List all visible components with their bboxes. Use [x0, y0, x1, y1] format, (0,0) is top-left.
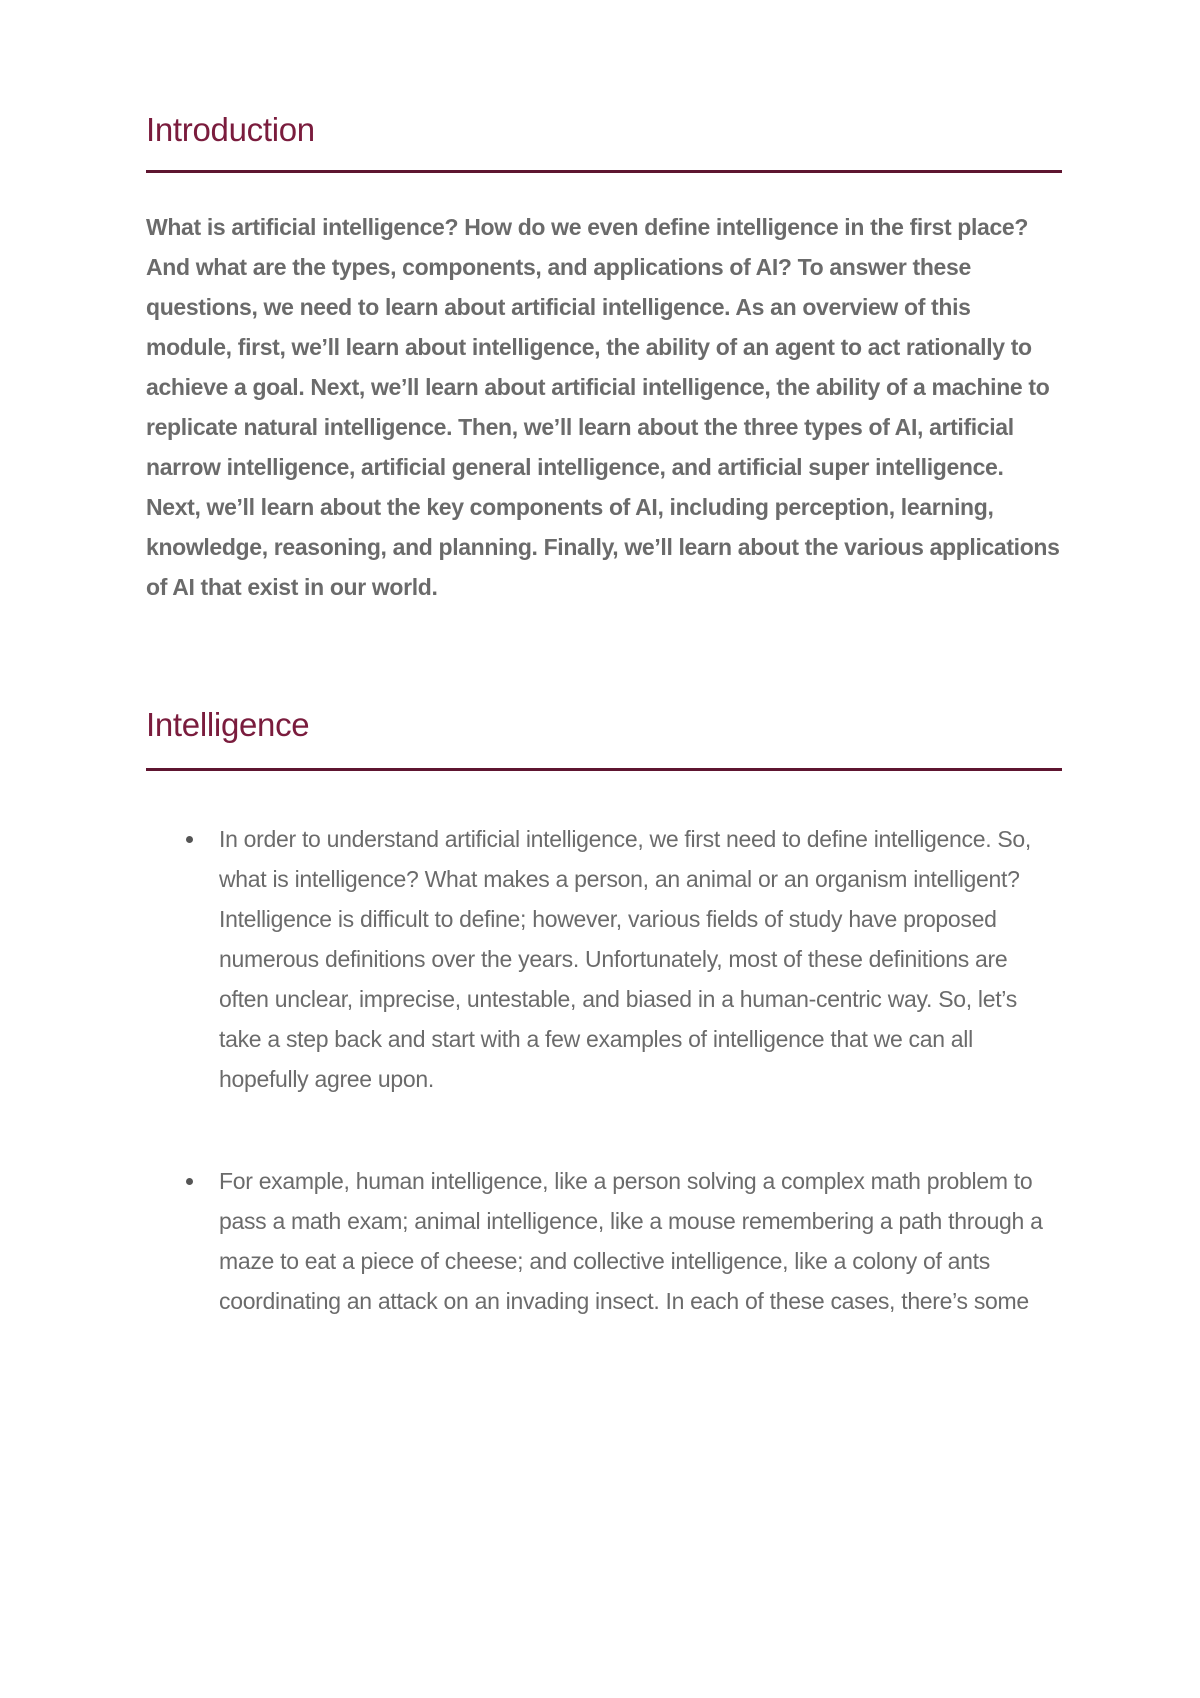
intelligence-divider: [146, 768, 1062, 771]
introduction-heading: Introduction: [146, 111, 315, 148]
bullet-item: [146, 1161, 1062, 1321]
bullet-item: [146, 819, 1062, 1099]
bullet-text: For example, human intelligence, like a person solving a complex math problem to pass a math exam; animal intelligence, like a mouse remembering a path through a maze to eat a piece of cheese; and collective intelligence, like a colony of ants coordinating an attack on an invading insect. In each of these cases, there’s some: [219, 1168, 1043, 1315]
document-page: [146, 110, 1062, 1321]
intelligence-bullet-list: [146, 819, 1062, 1321]
introduction-section: [146, 110, 1062, 607]
intelligence-heading: Intelligence: [146, 705, 310, 743]
bullet-icon: [186, 1178, 193, 1185]
introduction-paragraph: What is artificial intelligence? How do we even define intelligence in the first place? And what are the types, components, and applications of AI? To answer these questions, we need to learn about artificial intelligence. As an overview of this module, first, we’ll learn about intelligence, the ability of an agent to act rationally to achieve a goal. Next, we’ll learn about artificial intelligence, the ability of a machine to replicate natural intelligence. Then, we’ll learn about the three types of AI, artificial narrow intelligence, artificial general intelligence, and artificial super intelligence. Next, we’ll learn about the key components of AI, including perception, learning, knowledge, reasoning, and planning. Finally, we’ll learn about the various applications of AI that exist in our world.: [146, 213, 1060, 600]
bullet-text: In order to understand artificial intelligence, we first need to define intelligence. So, what is intelligence? What makes a person, an animal or an organism intelligent? Intelligence is difficult to define; however, various fields of study have proposed numerous definitions over the years. Unfortunately, most of these definitions are often unclear, imprecise, untestable, and biased in a human-centric way. So, let’s take a step back and start with a few examples of intelligence that we can all hopefully agree upon.: [219, 826, 1032, 1093]
introduction-divider: [146, 170, 1062, 173]
intelligence-section: [146, 705, 1062, 1322]
bullet-icon: [186, 836, 193, 843]
